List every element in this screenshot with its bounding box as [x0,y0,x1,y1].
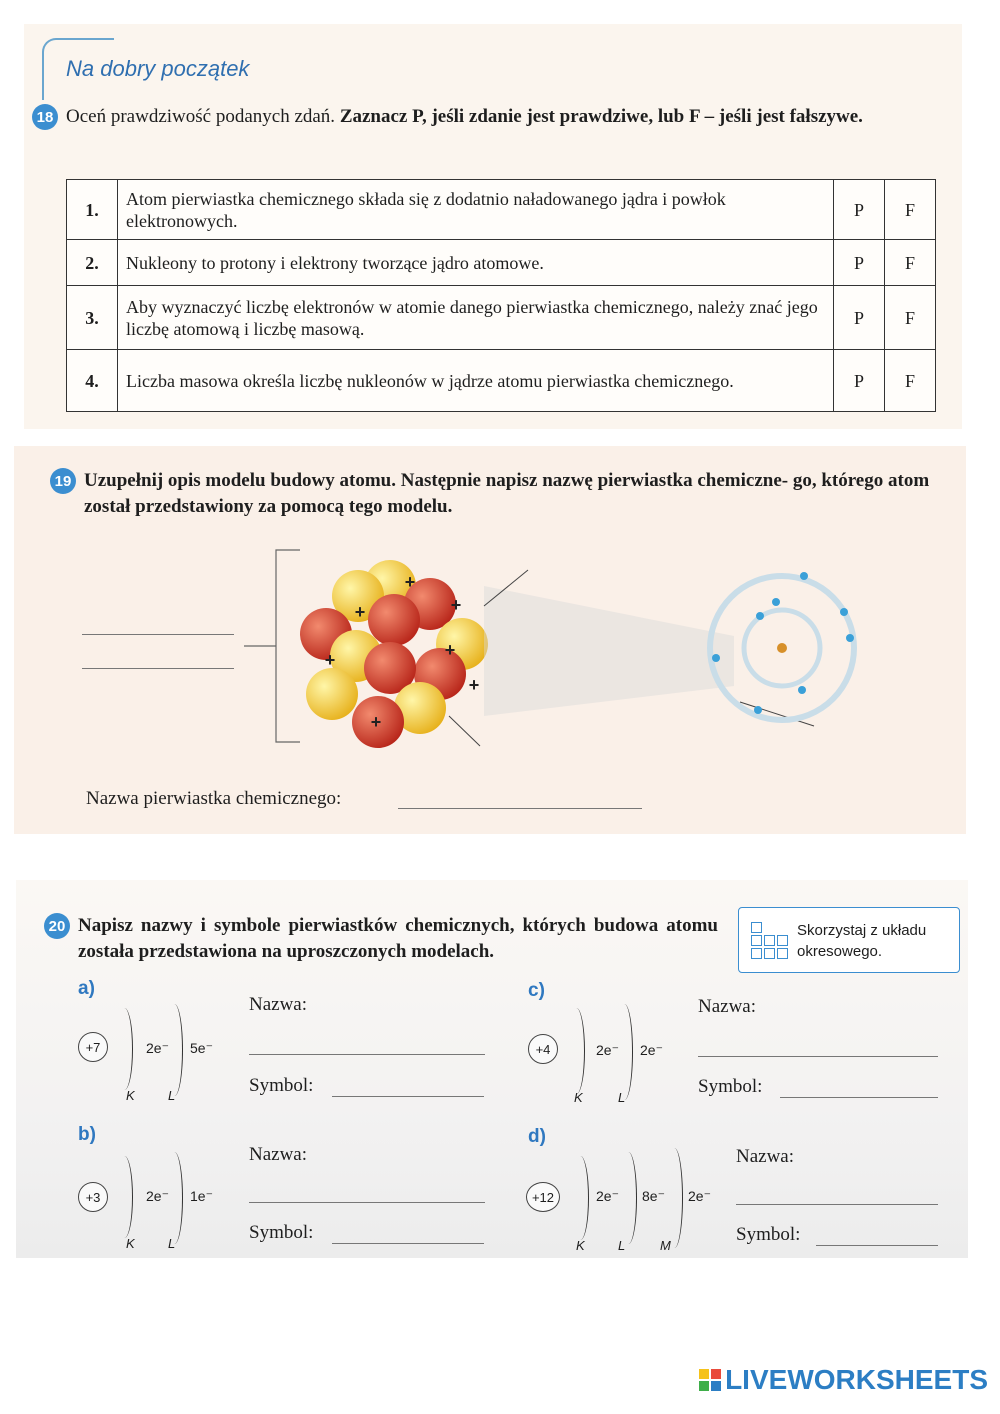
shell-name: K [576,1238,585,1253]
row-number: 2. [67,240,118,286]
element-name-input[interactable] [398,808,642,809]
table-row [67,286,936,350]
electron-count: 2e⁻ [146,1188,169,1204]
false-option[interactable]: F [885,240,936,286]
false-option[interactable]: F [885,286,936,350]
symbol-input-a[interactable] [332,1096,484,1097]
statement-text: Nukleony to protony i elektrony tworzące jądro atomowe. [118,240,834,286]
part-c-label: c) [528,980,545,1001]
name-label: Nazwa: [249,1144,308,1165]
shell-arc [620,1152,637,1244]
neutron [306,668,358,720]
true-option[interactable]: P [834,180,885,240]
exercise-number-badge: 20 [44,913,70,939]
nucleus-dot [777,643,787,653]
shell-name: K [126,1088,135,1103]
shell-name: K [574,1090,583,1105]
electron-count: 2e⁻ [146,1040,169,1056]
part-d-label: d) [528,1126,546,1147]
exercise-number-badge: 19 [50,468,76,494]
nucleus-part-input-2[interactable] [82,668,234,669]
shell-name: L [168,1236,176,1251]
atom-shell-model [704,566,874,736]
electron-count: 5e⁻ [190,1040,213,1056]
electron-count: 2e⁻ [596,1188,619,1204]
plus-sign: + [404,572,416,592]
hint-text: Skorzystaj z układu okresowego. [797,922,927,960]
name-input-c[interactable] [698,1056,938,1057]
name-label: Nazwa: [249,994,308,1015]
exercise-18-panel [24,24,962,429]
shell-name: L [168,1088,176,1103]
symbol-input-d[interactable] [816,1245,938,1246]
electron [798,686,806,694]
row-number: 3. [67,286,118,350]
electron [840,608,848,616]
nucleus-charge: +3 [78,1182,108,1212]
electron [756,612,764,620]
electron-count: 2e⁻ [688,1188,711,1204]
name-input-b[interactable] [249,1202,485,1203]
symbol-label: Symbol: [736,1224,801,1245]
shell-arc [572,1156,589,1240]
true-option[interactable]: P [834,286,885,350]
shell-arc [568,1008,585,1094]
row-number: 4. [67,350,118,412]
electron [846,634,854,642]
nucleus-part-input-1[interactable] [82,634,234,635]
symbol-input-c[interactable] [780,1097,938,1098]
true-option[interactable]: P [834,350,885,412]
exercise-19-panel [14,446,966,834]
part-a-label: a) [78,978,95,999]
symbol-input-b[interactable] [332,1243,484,1244]
electron-count: 2e⁻ [596,1042,619,1058]
name-input-d[interactable] [736,1204,938,1205]
plus-sign: + [450,595,462,615]
table-row [67,350,936,412]
electron [754,706,762,714]
plus-sign: + [354,602,366,622]
element-name-label: Nazwa pierwiastka chemicznego: [86,788,342,809]
electron [772,598,780,606]
instruction-bold: Zaznacz P, jeśli zdanie jest prawdziwe, lub F – jeśli jest fałszywe. [339,106,863,127]
part-b-label: b) [78,1124,96,1145]
instruction-plain: Oceń prawdziwość podanych zdań. [66,106,336,127]
exercise-number-badge: 18 [32,104,58,130]
true-false-table [66,179,936,412]
liveworksheets-logo [699,1364,988,1396]
nucleus-charge: +12 [526,1182,560,1212]
table-row [67,240,936,286]
shell-name: M [660,1238,671,1253]
brand-logo-icon [699,1369,721,1391]
statement-text: Aby wyznaczyć liczbę elektronów w atomie danego pierwiastka chemicznego, należy znać jego liczbę atomową i liczbę masową. [118,286,834,350]
statement-text: Atom pierwiastka chemicznego składa się z dodatnio naładowanego jądra i powłok elektronowych. [118,180,834,240]
plus-sign: + [370,712,382,732]
shell-name: L [618,1238,626,1253]
nucleus-charge: +4 [528,1034,558,1064]
electron-count: 1e⁻ [190,1188,213,1204]
exercise-20-instruction: Napisz nazwy i symbole pierwiastków chemicznych, których budowa atomu została przedstawiona na uproszczonych modelach. [78,915,718,962]
statement-text: Liczba masowa określa liczbę nukleonów w jądrze atomu pierwiastka chemicznego. [118,350,834,412]
plus-sign: + [444,640,456,660]
symbol-label: Symbol: [698,1076,763,1097]
electron-count: 8e⁻ [642,1188,665,1204]
shell-arc [116,1008,133,1090]
plus-sign: + [468,675,480,695]
symbol-label: Symbol: [249,1222,314,1243]
shell-name: L [618,1090,626,1105]
brand-name: LIVEWORKSHEETS [725,1364,988,1395]
hint-box [738,907,960,973]
symbol-label: Symbol: [249,1075,314,1096]
true-option[interactable]: P [834,240,885,286]
exercise-19-instruction: Uzupełnij opis modelu budowy atomu. Następnie napisz nazwę pierwiastka chemiczne- go, którego atom został przedstawiony za pomocą tego modelu. [84,470,930,517]
false-option[interactable]: F [885,180,936,240]
exercise-18-instruction [66,104,946,130]
electron-count: 2e⁻ [640,1042,663,1058]
false-option[interactable]: F [885,350,936,412]
shell-arc [116,1156,133,1238]
plus-sign: + [324,650,336,670]
electron [712,654,720,662]
name-label: Nazwa: [736,1146,795,1167]
name-label: Nazwa: [698,996,757,1017]
table-row [67,180,936,240]
shell-name: K [126,1236,135,1251]
proton [368,594,420,646]
nucleus-charge: +7 [78,1032,108,1062]
shell-arc [666,1148,683,1248]
name-input-a[interactable] [249,1054,485,1055]
electron [800,572,808,580]
exercise-20-panel [16,880,968,1258]
row-number: 1. [67,180,118,240]
section-heading: Na dobry początek [66,56,250,81]
